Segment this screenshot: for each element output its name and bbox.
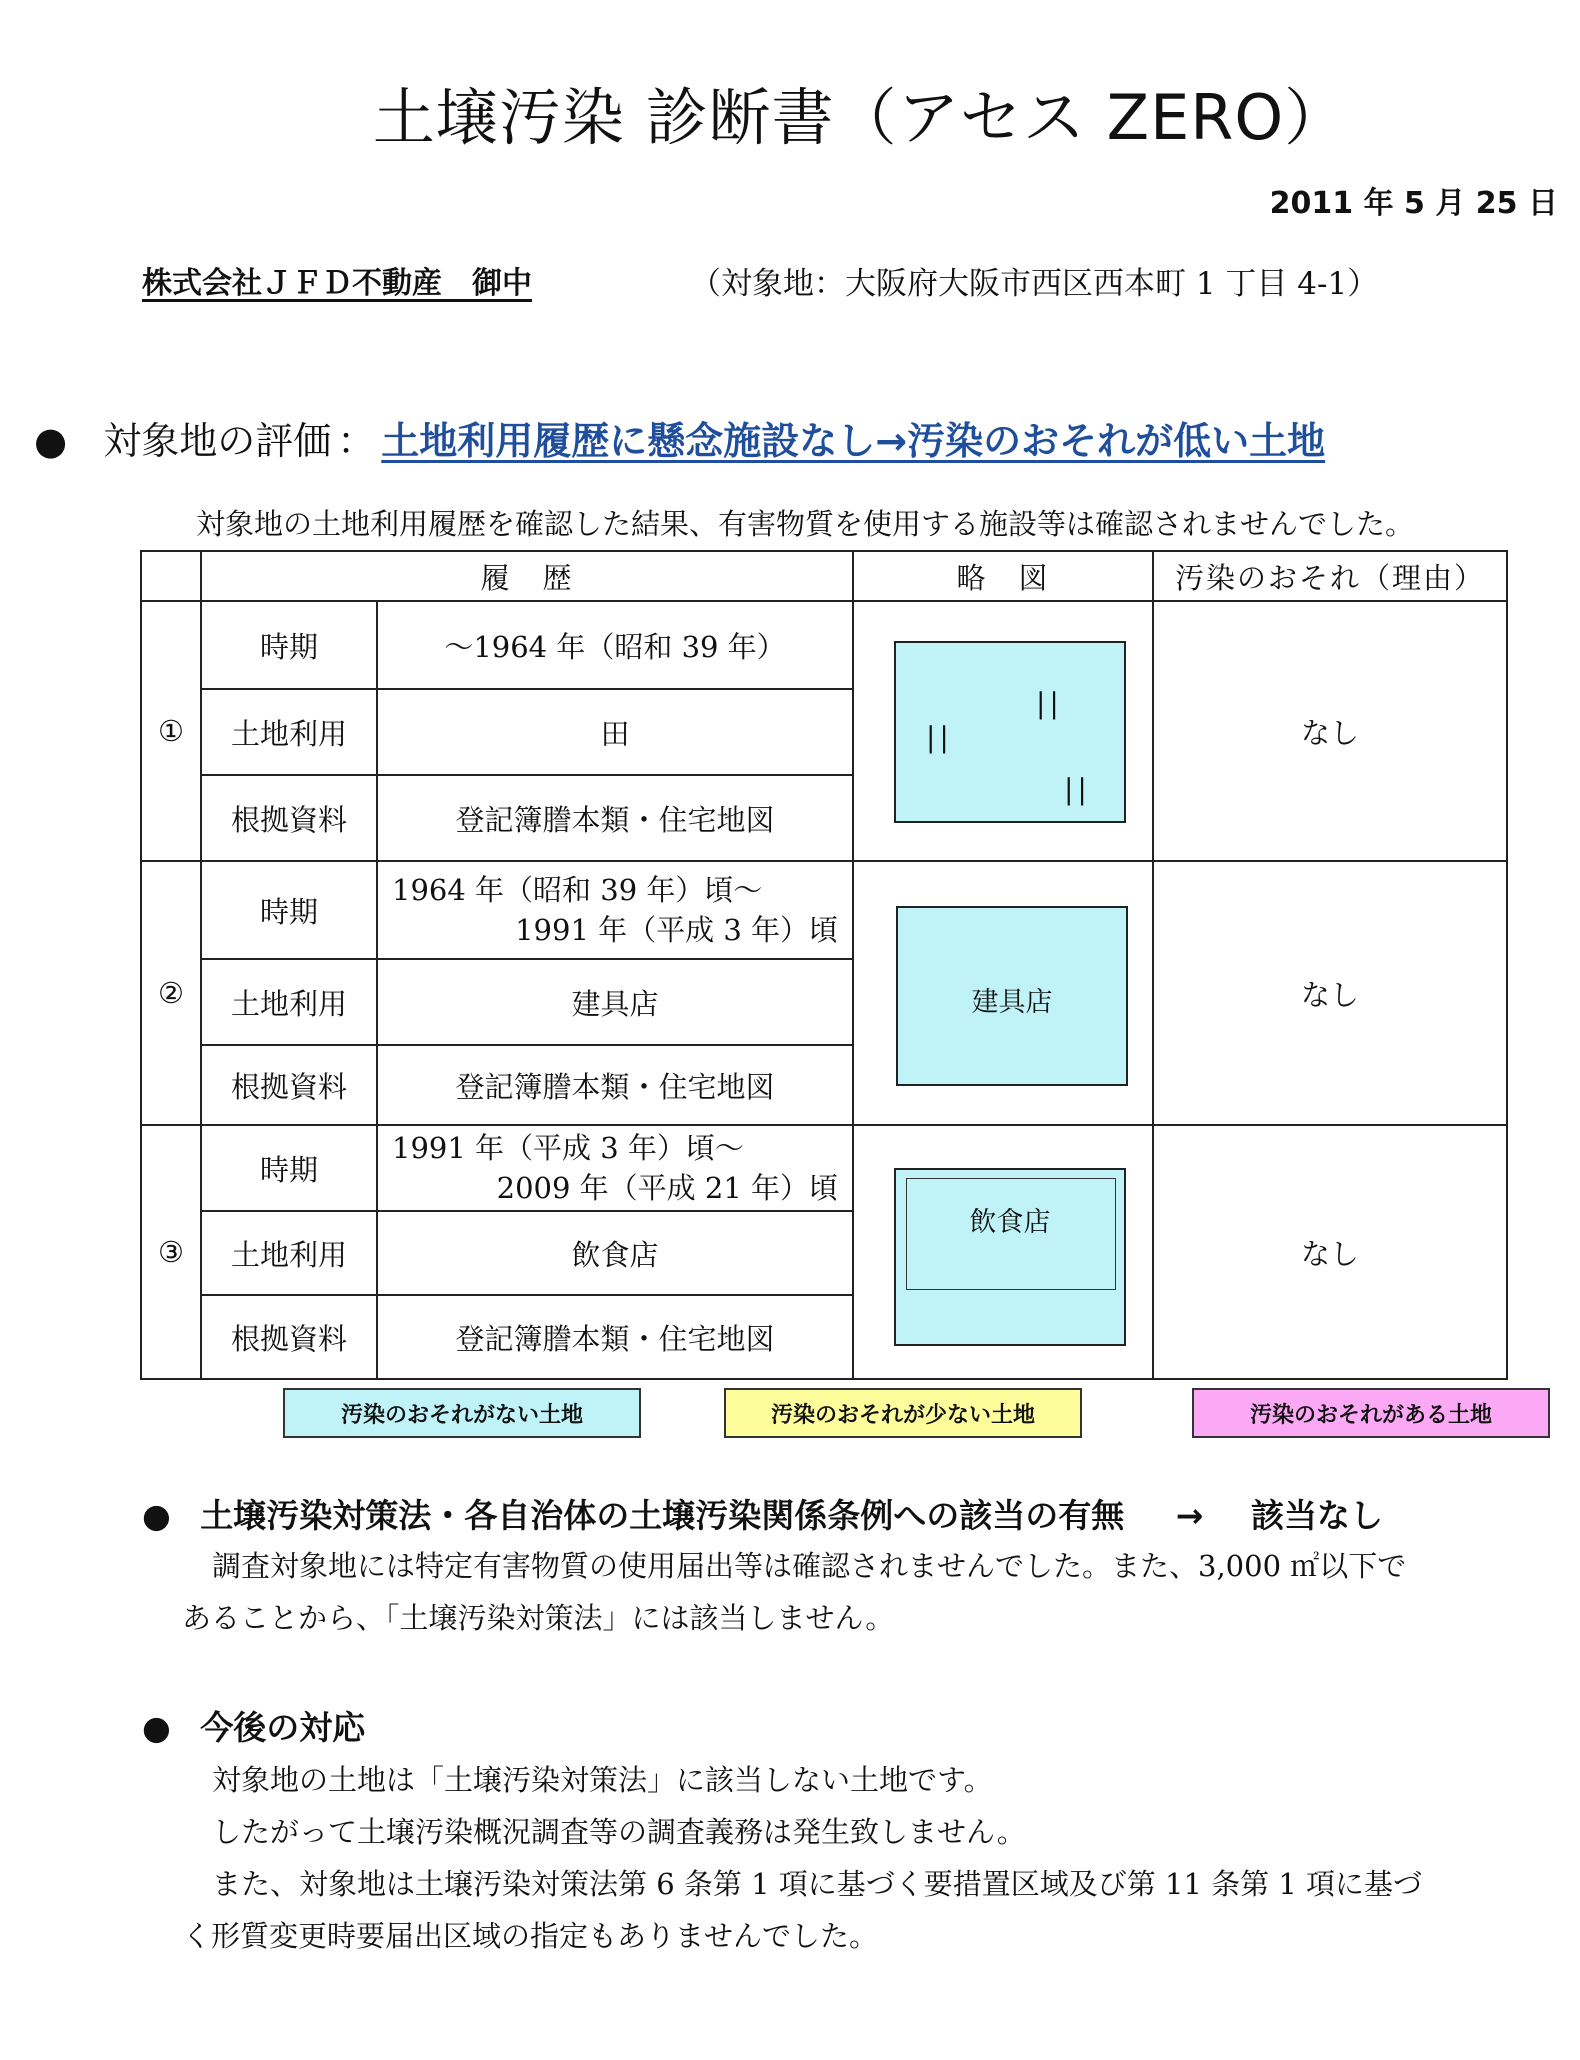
risk-value: なし [1153,861,1507,1125]
future-heading-text: 今後の対応 [200,1708,366,1747]
rice-field-mark: || [1064,773,1091,806]
table-row [141,601,1507,689]
legend-high-risk: 汚染のおそれがある土地 [1192,1388,1550,1438]
sketch-map-restaurant [894,1168,1126,1346]
issue-date: 2011 年 5 月 25 日 [1269,186,1558,221]
recipient: 株式会社ＪＦＤ不動産 御中 [142,266,532,301]
sketch-label: 飲食店 [969,1207,1051,1238]
source-value: 登記簿謄本類・住宅地図 [377,775,853,861]
rice-field-mark: || [926,721,953,754]
evaluation-result: 土地利用履歴に懸念施設なし→汚染のおそれが低い土地 [381,419,1326,463]
row-label-land-use: 土地利用 [201,959,377,1045]
future-text-line3: また、対象地は土壌汚染対策法第 6 条第 1 項に基づく要措置区域及び第 11 条第 1 項に基づ [212,1867,1423,1901]
row-label-source: 根拠資料 [201,1045,377,1125]
row-label-period: 時期 [201,861,377,959]
table-row [141,1125,1507,1211]
law-text-line1: 調査対象地には特定有害物質の使用届出等は確認されませんでした。また、3,000 ㎡以下で [212,1549,1407,1583]
future-text-line2: したがって土壌汚染概況調査等の調査義務は発生致しません。 [212,1815,1026,1849]
row-label-land-use: 土地利用 [201,1211,377,1295]
bullet-icon: ● [142,1708,171,1747]
period-end: 2009 年（平成 21 年）頃 [496,1171,839,1205]
table-header-row [141,551,1507,601]
row-label-period: 時期 [201,601,377,689]
bullet-icon: ● [34,419,68,463]
period-start: 1964 年（昭和 39 年）頃～ [392,873,763,907]
period-end: 1991 年（平成 3 年）頃 [515,913,839,947]
period-start: 1991 年（平成 3 年）頃～ [392,1131,744,1165]
table-row [141,861,1507,959]
entry-number: ② [141,861,201,1125]
sketch-map-joinery [896,906,1128,1086]
entry-number: ① [141,601,201,861]
future-section-heading [142,1702,365,1749]
future-text-line4: く形質変更時要届出区域の指定もありませんでした。 [182,1919,879,1953]
header-risk: 汚染のおそれ（理由） [1153,551,1507,601]
legend-low-risk: 汚染のおそれが少ない土地 [724,1388,1082,1438]
header-history: 履 歴 [201,551,853,601]
arrow-right-icon: → [1175,1496,1204,1535]
sketch-label: 建具店 [971,987,1053,1018]
risk-value: なし [1153,601,1507,861]
row-label-source: 根拠資料 [201,775,377,861]
evaluation-summary: 対象地の土地利用履歴を確認した結果、有害物質を使用する施設等は確認されませんでした。 [196,507,1415,541]
document-title: 土壌汚染 診断書（アセス ZERO） [372,81,1348,154]
row-label-land-use: 土地利用 [201,689,377,775]
source-value: 登記簿謄本類・住宅地図 [377,1295,853,1379]
law-heading-text: 土壌汚染対策法・各自治体の土壌汚染関係条例への該当の有無 [200,1496,1125,1535]
land-use-value: 田 [377,689,853,775]
header-blank [141,551,201,601]
legend-no-risk: 汚染のおそれがない土地 [283,1388,641,1438]
land-use-value: 建具店 [377,959,853,1045]
rice-field-mark: || [1036,687,1063,720]
risk-value: なし [1153,1125,1507,1379]
law-text-line2: あることから、「土壌汚染対策法」には該当しません。 [182,1601,895,1635]
law-result: 該当なし [1250,1496,1383,1535]
evaluation-colon: ： [337,419,376,463]
row-label-period: 時期 [201,1125,377,1211]
header-sketch: 略 図 [853,551,1153,601]
bullet-icon: ● [142,1496,171,1535]
row-label-source: 根拠資料 [201,1295,377,1379]
period-value [377,1125,853,1211]
target-site: （対象地：大阪府大阪市西区西本町 1 丁目 4-1） [690,266,1379,302]
future-text-line1: 対象地の土地は「土壌汚染対策法」に該当しない土地です。 [212,1763,993,1797]
period-value [377,861,853,959]
law-section-heading [142,1490,1383,1537]
period-value: ～1964 年（昭和 39 年） [377,601,853,689]
sketch-map-rice-field [894,641,1126,823]
evaluation-heading [34,410,1325,465]
evaluation-label: 対象地の評価 [103,419,332,463]
source-value: 登記簿謄本類・住宅地図 [377,1045,853,1125]
land-use-history-table [140,550,1508,1380]
entry-number: ③ [141,1125,201,1379]
land-use-value: 飲食店 [377,1211,853,1295]
